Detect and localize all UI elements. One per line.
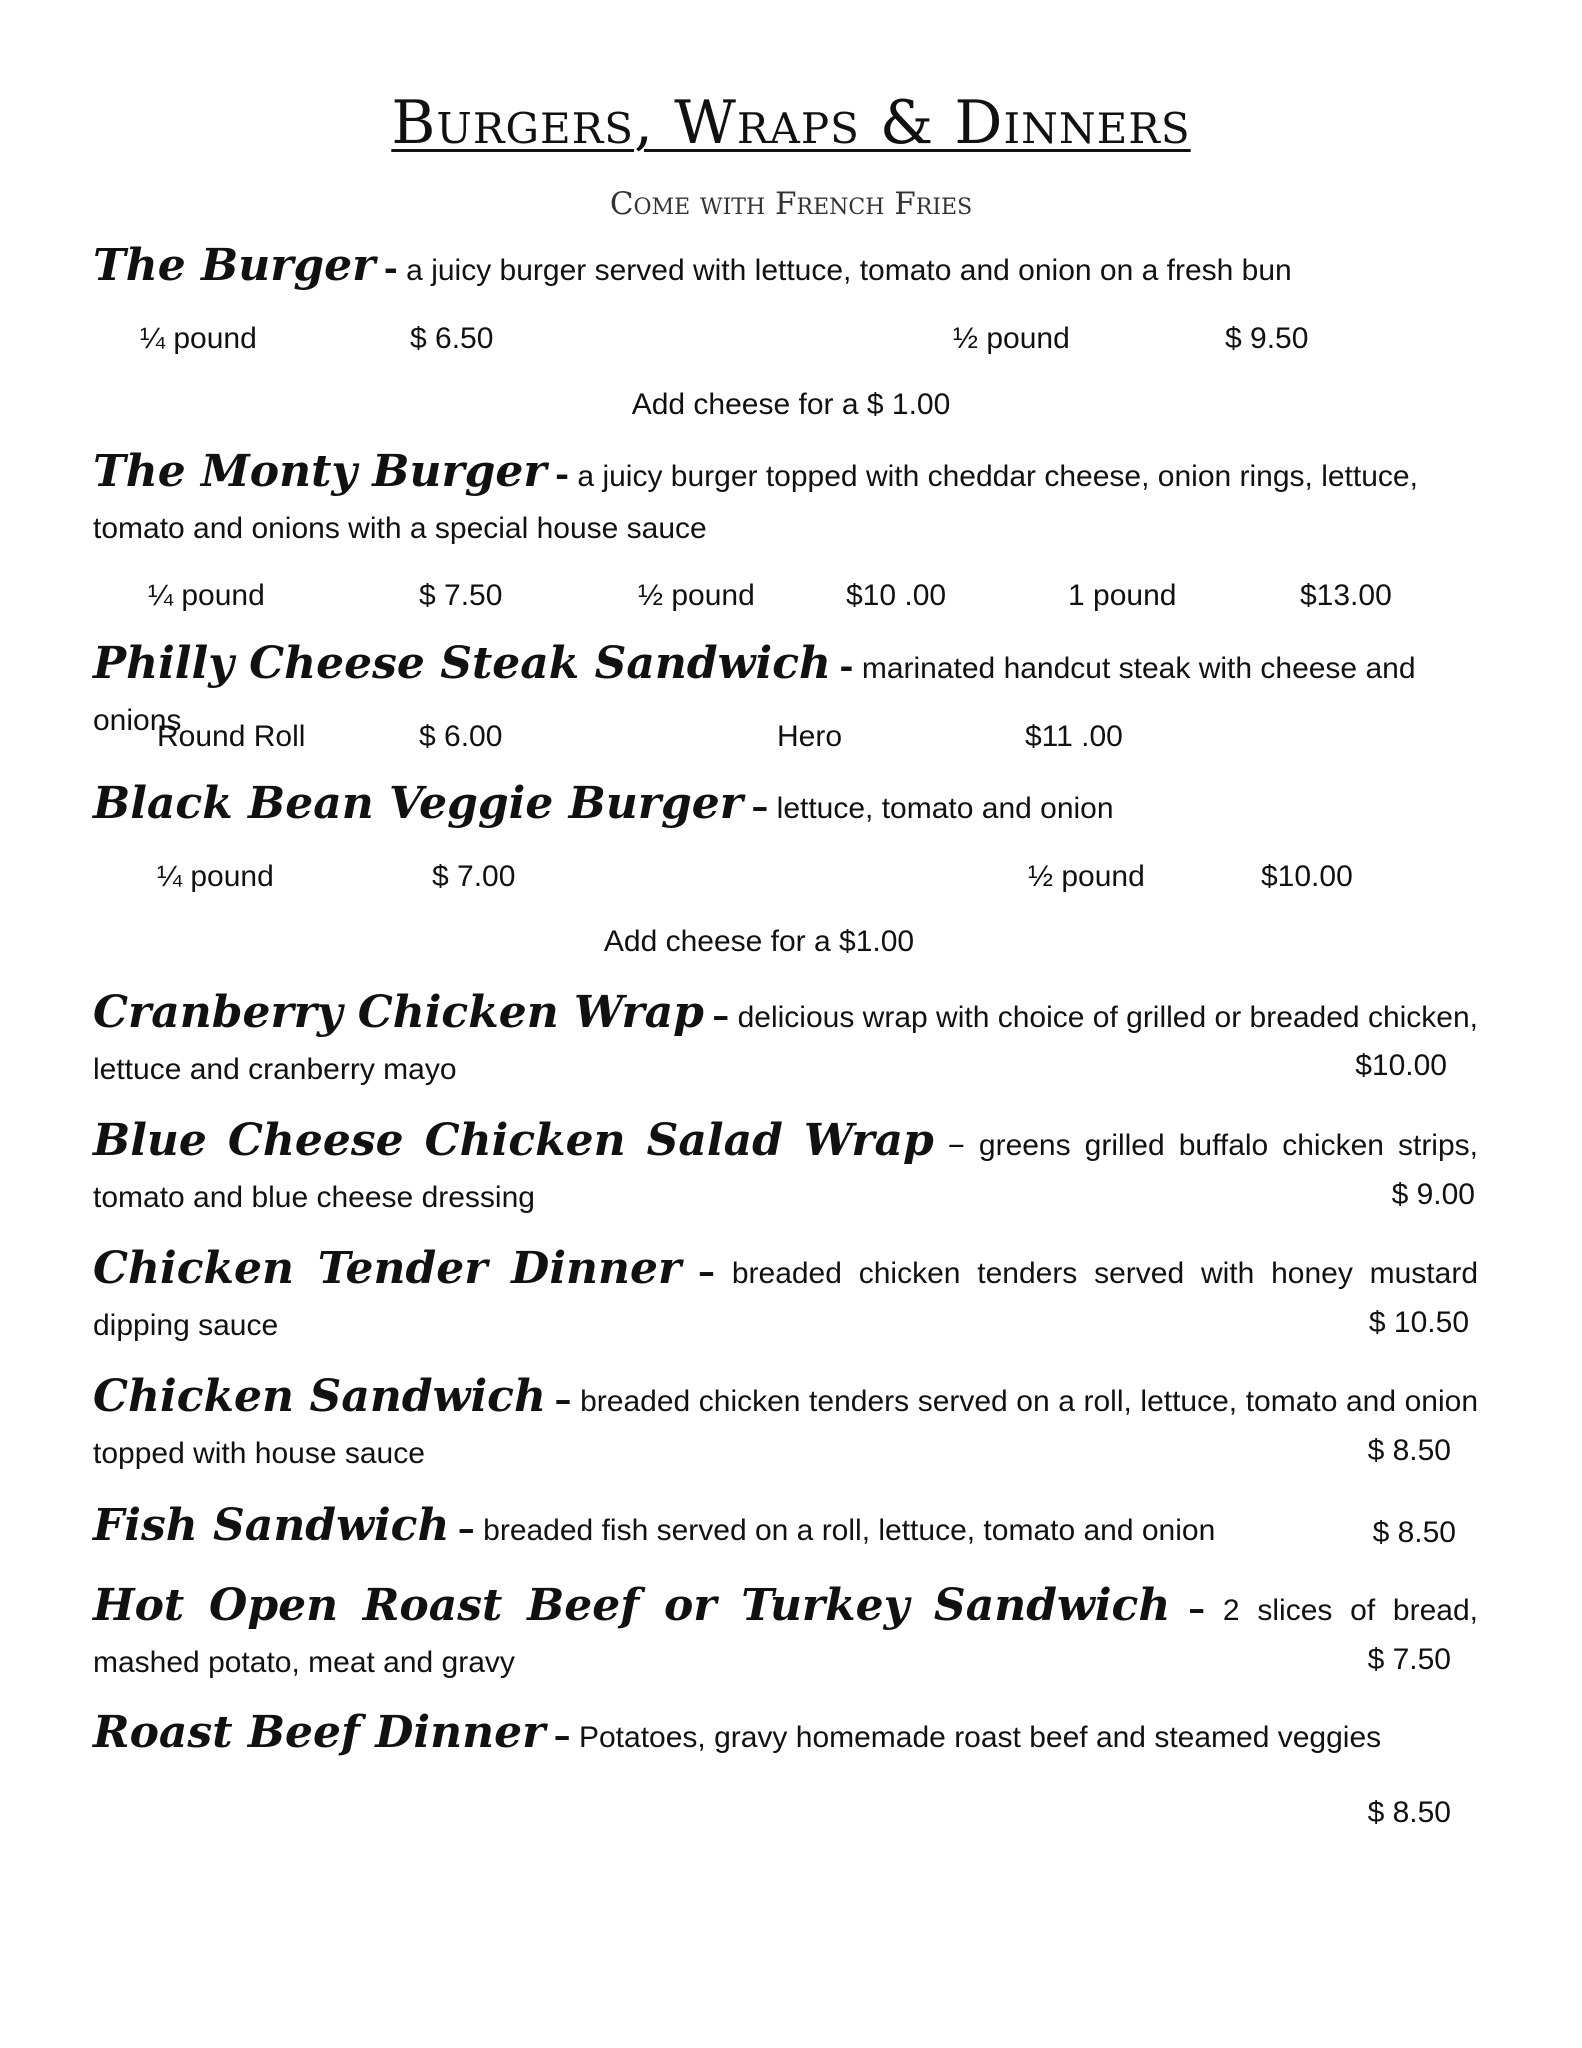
option-size: ¼ pound [157,860,274,893]
option-price: $13.00 [1300,579,1392,612]
option-price: $ 6.00 [419,720,503,753]
option-price: $10.00 [1261,860,1353,893]
item-description: Potatoes, gravy homemade roast beef and steamed veggies [578,1721,1382,1754]
item-separator: - [839,647,854,687]
item-description: marinated handcut steak with cheese and onions [93,652,1416,737]
item-separator: – [712,996,730,1036]
option-size: ½ pound [1028,860,1145,893]
menu-subtitle: Come with French Fries [609,186,973,222]
item-description: 2 slices of bread, mashed potato, meat and gravy [93,1594,1478,1679]
item-separator: – [947,1124,965,1164]
item-name: Chicken Sandwich [93,1371,546,1422]
item-separator: – [457,1509,475,1549]
item-name: Blue Cheese Chicken Salad Wrap [93,1115,934,1166]
menu-item-roast-beef-dinner [93,1707,1478,1764]
item-separator: – [553,1716,571,1756]
item-separator: – [751,787,769,827]
cheese-note: Add cheese for a $ 1.00 [631,388,951,421]
menu-item-cranberry-wrap [93,987,1478,1096]
option-price: $ 7.00 [432,860,516,893]
option-size: ¼ pound [140,322,257,355]
option-size: ½ pound [953,322,1070,355]
item-price: $ 9.00 [1391,1178,1475,1211]
option-size: ¼ pound [148,579,265,612]
item-description: a juicy burger topped with cheddar cheese, onion rings, lettuce, tomato and onions with a special house sauce [93,460,1418,545]
item-description: breaded fish served on a roll, lettuce, tomato and onion [483,1514,1216,1547]
item-separator: - [383,249,398,289]
item-separator: – [554,1380,572,1420]
option-size: ½ pound [638,579,755,612]
item-description: breaded chicken tenders served on a roll, lettuce, tomato and onion topped with house sauce [93,1385,1479,1470]
item-price: $ 7.50 [1367,1643,1451,1676]
menu-item-burger [93,240,1478,297]
menu-item-blue-cheese-wrap [93,1115,1478,1224]
menu-title: Burgers, Wraps & Dinners [391,88,1191,158]
item-price: $ 8.50 [1367,1434,1451,1467]
menu-item-chicken-sandwich [93,1371,1478,1480]
item-price: $ 8.50 [1367,1796,1451,1829]
option-price: $ 9.50 [1225,322,1309,355]
menu-item-fish-sandwich [93,1500,1478,1557]
option-size: 1 pound [1068,579,1177,612]
item-separator: - [554,455,570,495]
item-description: breaded chicken tenders served with honey mustard dipping sauce [93,1257,1479,1342]
item-name: Philly Cheese Steak Sandwich [93,638,832,689]
item-price: $ 10.50 [1368,1306,1469,1339]
item-name: Hot Open Roast Beef or Turkey Sandwich [93,1580,1171,1631]
item-name: The Monty Burger [93,446,547,497]
item-description: delicious wrap with choice of grilled or breaded chicken, lettuce and cranberry mayo [93,1001,1478,1086]
item-description: greens grilled buffalo chicken strips, tomato and blue cheese dressing [93,1129,1478,1214]
option-price: $11 .00 [1025,720,1123,753]
item-name: Cranberry Chicken Wrap [93,987,704,1038]
item-name: Chicken Tender Dinner [93,1243,682,1294]
option-price: $ 6.50 [410,322,494,355]
menu-item-monty-burger [93,446,1478,555]
item-description: a juicy burger served with lettuce, tomato and onion on a fresh bun [406,254,1292,287]
item-name: Fish Sandwich [93,1500,450,1551]
option-size: Round Roll [157,720,306,753]
item-name: Roast Beef Dinner [93,1707,546,1758]
item-price: $ 8.50 [1372,1516,1456,1549]
option-price: $ 7.50 [419,579,503,612]
item-separator: – [1188,1589,1206,1629]
item-separator: – [698,1252,716,1292]
cheese-note: Add cheese for a $1.00 [603,925,915,958]
item-price: $10.00 [1355,1049,1447,1082]
option-price: $10 .00 [846,579,947,612]
menu-item-chicken-tender-dinner [93,1243,1478,1352]
menu-item-hot-open-sandwich [93,1580,1478,1689]
item-name: The Burger [93,240,376,291]
menu-item-veggie-burger [93,778,1478,835]
option-size: Hero [777,720,843,753]
item-name: Black Bean Veggie Burger [93,778,743,829]
item-description: lettuce, tomato and onion [776,792,1114,825]
